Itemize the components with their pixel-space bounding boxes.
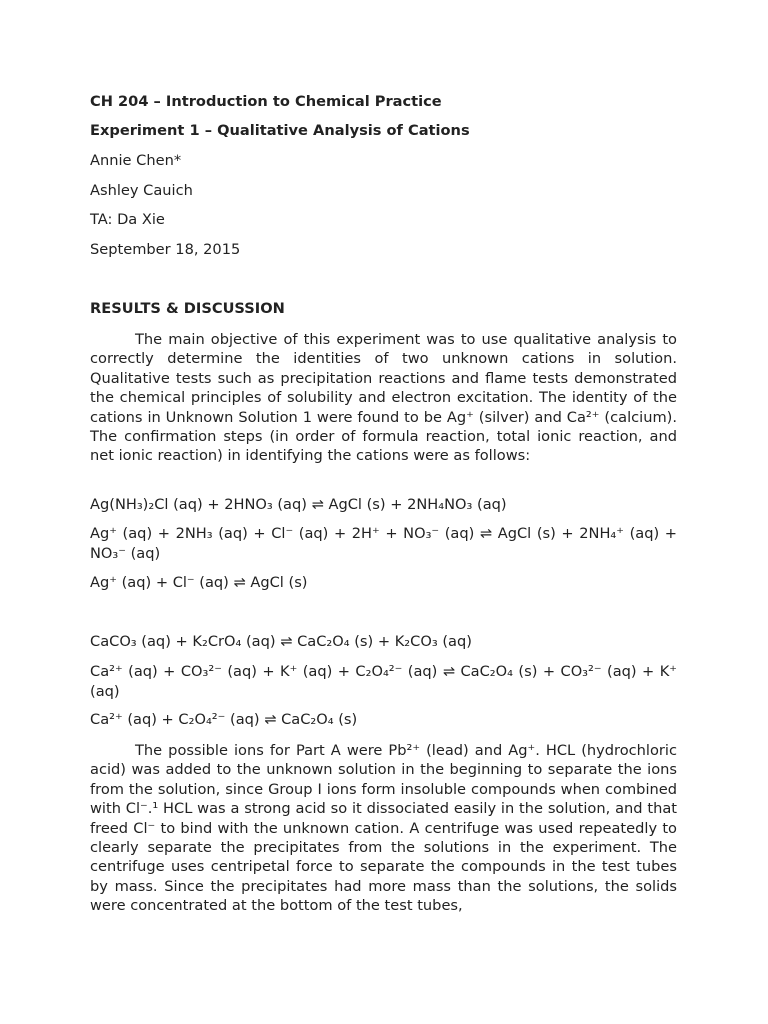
- report-date: September 18, 2015: [90, 241, 241, 258]
- paragraph-objective: The main objective of this experiment was to use qualitative analysis to correctly determine the identities of two unknown cations in solution. Qualitative tests such as precipitation reactions and flame tests demonstrated the chemical principles of solubility and electron excitation. The identity of the cations in Unknown Solution 1 were found to be Ag⁺ (silver) and Ca²⁺ (calcium). The confirmation steps (in order of formula reaction, total ionic reaction, and net ionic reaction) in identifying the cations were as follows:: [90, 331, 677, 465]
- experiment-title: Experiment 1 – Qualitative Analysis of Cations: [90, 122, 470, 139]
- course-title: CH 204 – Introduction to Chemical Practice: [90, 93, 442, 110]
- teaching-assistant: TA: Da Xie: [90, 211, 165, 228]
- equation-silver-formula: Ag(NH₃)₂Cl (aq) + 2HNO₃ (aq) ⇌ AgCl (s) + 2NH₄NO₃ (aq): [90, 496, 507, 513]
- paragraph-part-a: The possible ions for Part A were Pb²⁺ (lead) and Ag⁺. HCL (hydrochloric acid) was added to the unknown solution in the beginning to separate the ions from the solution, since Group I ions form insoluble compounds when combined with Cl⁻.¹ HCL was a strong acid so it dissociated easily in the solution, and that freed Cl⁻ to bind with the unknown cation. A centrifuge was used repeatedly to clearly separate the precipitates from the solutions in the experiment. The centrifuge uses centripetal force to separate the compounds in the test tubes by mass. Since the precipitates had more mass than the solutions, the solids were concentrated at the bottom of the test tubes,: [90, 742, 677, 915]
- author-primary: Annie Chen*: [90, 152, 182, 169]
- equation-calcium-formula: CaCO₃ (aq) + K₂CrO₄ (aq) ⇌ CaC₂O₄ (s) + K₂CO₃ (aq): [90, 633, 472, 650]
- equation-silver-net-ionic: Ag⁺ (aq) + Cl⁻ (aq) ⇌ AgCl (s): [90, 574, 308, 591]
- equation-calcium-total-ionic: Ca²⁺ (aq) + CO₃²⁻ (aq) + K⁺ (aq) + C₂O₄²⁻ (aq) ⇌ CaC₂O₄ (s) + CO₃²⁻ (aq) + K⁺ (aq): [90, 663, 677, 700]
- equation-calcium-net-ionic: Ca²⁺ (aq) + C₂O₄²⁻ (aq) ⇌ CaC₂O₄ (s): [90, 711, 358, 728]
- author-secondary: Ashley Cauich: [90, 182, 193, 199]
- equation-silver-total-ionic: Ag⁺ (aq) + 2NH₃ (aq) + Cl⁻ (aq) + 2H⁺ + NO₃⁻ (aq) ⇌ AgCl (s) + 2NH₄⁺ (aq) + NO₃⁻ (aq): [90, 525, 677, 562]
- section-heading: RESULTS & DISCUSSION: [90, 300, 285, 317]
